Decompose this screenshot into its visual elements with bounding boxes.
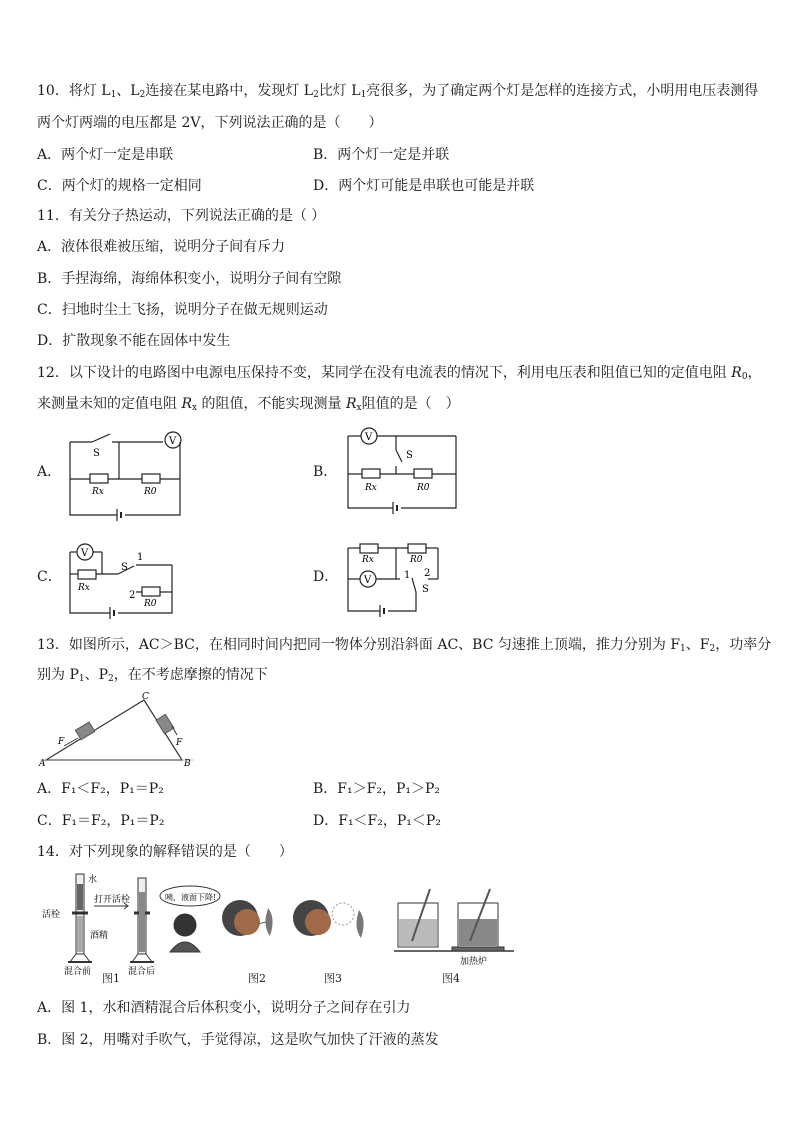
q12-option-c[interactable]: C． (37, 569, 62, 585)
q10-stem-line2: 两个灯两端的电压都是 2V，下列说法正确的是（ ） (37, 115, 383, 131)
q11-stem: 11．有关分子热运动，下列说法正确的是（ ） (37, 208, 326, 224)
q13-incline-figure (38, 690, 198, 770)
q11-option-d[interactable]: D．扩散现象不能在固体中发生 (37, 333, 231, 349)
q14-fig4-heater: 加热炉 (460, 957, 488, 967)
q13-stem-line1: 13．如图所示，AC＞BC，在相同时间内把同一物体分别沿斜面 AC、BC 匀速推上顶端，推力分别为 $F_1$、$F_2$，功率分 (37, 637, 772, 654)
q12-stem-line2: 来测量未知的定值电阻 $R_x$ 的阻值，不能实现测量 $R_x$阻值的是（ ） (37, 396, 460, 413)
q12-c-switch-label: S (121, 562, 128, 573)
q10-option-a[interactable]: A．两个灯一定是串联 (37, 147, 174, 163)
q13-stem-line2: 别为 $P_1$、$P_2$，在不考虑摩擦的情况下 (37, 667, 268, 684)
q12-d-switch-label: S (422, 584, 429, 595)
q12-circuit-d (338, 538, 453, 618)
q14-figure-2 (220, 888, 280, 958)
q14-fig1-water: 水 (88, 875, 98, 885)
q12-circuit-c (60, 540, 185, 620)
q12-c-r0-label: R0 (144, 599, 157, 609)
q13-fig-label-c: C (142, 692, 149, 702)
q10-stem-line1: 10．将灯 $L_1$、$L_2$连接在某电路中，发现灯 $L_2$比灯 $L_1$亮很多，为了确定两个灯是怎样的连接方式，小明用电压表测得 (37, 83, 759, 100)
q14-figure-4 (390, 885, 520, 970)
q11-option-a[interactable]: A．液体很难被压缩，说明分子间有斥力 (37, 239, 286, 255)
q12-b-switch-label: S (406, 450, 413, 461)
q12-d-one: 1 (404, 570, 411, 581)
q11-option-b[interactable]: B．手捏海绵，海绵体积变小，说明分子间有空隙 (37, 271, 342, 287)
q13-fig-label-b: B (184, 759, 191, 769)
q10-option-c[interactable]: C．两个灯的规格一定相同 (37, 178, 202, 194)
q12-a-r0-label: R0 (144, 487, 157, 497)
q14-fig1-before: 混合前 (64, 967, 92, 977)
q13-fig-label-f2: F (176, 738, 183, 748)
q12-c-two: 2 (129, 590, 136, 601)
q12-option-d[interactable]: D． (313, 569, 339, 585)
q12-a-switch-label: S (93, 448, 100, 459)
q14-fig1-bubble: 咦，液面下降! (165, 893, 217, 902)
q12-d-two: 2 (424, 568, 431, 579)
q14-fig1-valve: 活栓 (42, 910, 61, 920)
q12-option-b[interactable]: B． (313, 464, 338, 480)
q14-caption-4: 图4 (442, 972, 460, 985)
q12-d-rx-label: Rx (362, 555, 374, 565)
q13-option-b[interactable]: B．F₁＞F₂，P₁＞P₂ (313, 781, 441, 797)
q14-option-b[interactable]: B．图 2，用嘴对手吹气，手觉得凉，这是吹气加快了汗液的蒸发 (37, 1032, 439, 1048)
q14-caption-2: 图2 (248, 972, 266, 985)
q14-stem: 14．对下列现象的解释错误的是（ ） (37, 844, 293, 860)
q12-d-r0-label: R0 (410, 555, 423, 565)
q14-fig1-alcohol: 酒精 (90, 931, 109, 941)
q13-option-d[interactable]: D．F₁＜F₂，P₁＜P₂ (313, 813, 441, 829)
q14-caption-1: 图1 (102, 972, 120, 985)
q12-option-a[interactable]: A． (37, 464, 62, 480)
q14-figure-1 (40, 870, 230, 975)
q12-circuit-b (338, 426, 468, 518)
q12-c-one: 1 (137, 552, 144, 563)
q12-stem-line1: 12．以下设计的电路图中电源电压保持不变，某同学在没有电流表的情况下，利用电压表和阻值已知的定值电阻 $R_0$， (37, 365, 762, 382)
q12-c-voltmeter: V (81, 548, 89, 559)
q12-circuit-a (60, 430, 190, 520)
q12-c-rx-label: Rx (78, 583, 90, 593)
q12-d-voltmeter: V (364, 575, 372, 586)
q13-fig-label-f1: F (58, 737, 65, 747)
q12-a-voltmeter: V (169, 436, 177, 447)
q14-option-a[interactable]: A．图 1，水和酒精混合后体积变小，说明分子之间存在引力 (37, 1000, 411, 1016)
q10-option-b[interactable]: B．两个灯一定是并联 (313, 147, 450, 163)
q14-caption-3: 图3 (324, 972, 342, 985)
q13-fig-label-a: A (39, 759, 46, 769)
q14-figure-3 (293, 888, 373, 958)
q14-fig1-open: 打开活栓 (94, 895, 131, 905)
q12-a-rx-label: Rx (92, 487, 104, 497)
q10-option-d[interactable]: D．两个灯可能是串联也可能是并联 (313, 178, 535, 194)
q12-b-rx-label: Rx (365, 483, 377, 493)
q13-option-c[interactable]: C．F₁＝F₂，P₁＝P₂ (37, 813, 165, 829)
q13-option-a[interactable]: A．F₁＜F₂，P₁＝P₂ (37, 781, 164, 797)
q14-fig1-after: 混合后 (128, 967, 156, 977)
q11-option-c[interactable]: C．扫地时尘土飞扬，说明分子在做无规则运动 (37, 302, 328, 318)
q12-b-voltmeter: V (365, 432, 373, 443)
q12-b-r0-label: R0 (417, 483, 430, 493)
